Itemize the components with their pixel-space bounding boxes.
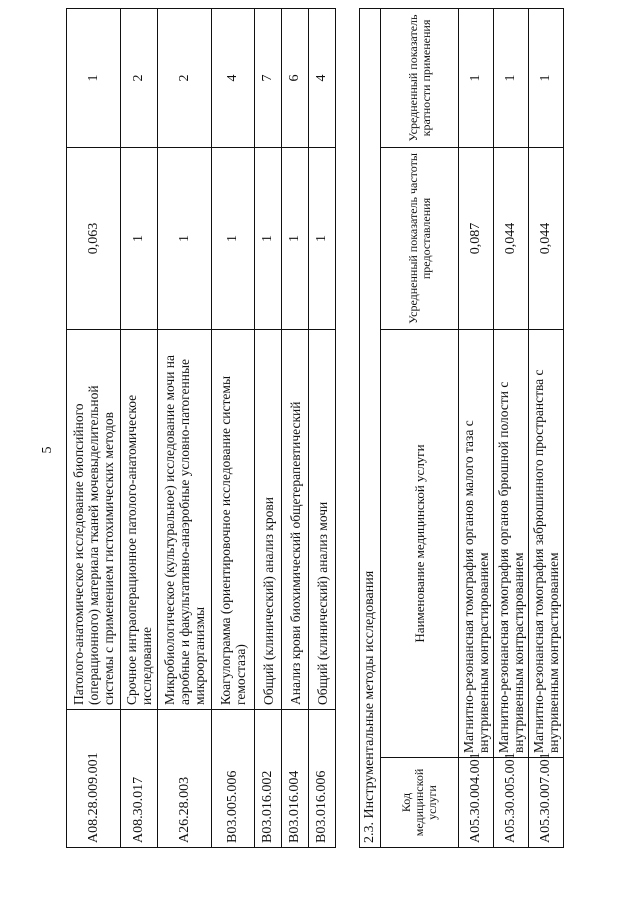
service-code: B03.016.002 bbox=[255, 710, 282, 848]
table-row bbox=[459, 8, 494, 847]
service-name: Магнитно-резонансная томография органов малого таза с внутривенным контрастированием bbox=[459, 330, 494, 758]
service-code: A08.28.009.001 bbox=[67, 710, 121, 848]
table-row bbox=[212, 9, 255, 848]
service-name: Общий (клинический) анализ мочи bbox=[309, 330, 336, 710]
service-name: Коагулограмма (ориентировочное исследование системы гемостаза) bbox=[212, 330, 255, 710]
table-row bbox=[158, 9, 212, 848]
service-name: Микробиологическое (культуральное) исследование мочи на аэробные и факультативно-анаэробные условно-патогенные микроорганизмы bbox=[158, 330, 212, 710]
section-row bbox=[360, 8, 381, 847]
frequency-value: 1 bbox=[255, 148, 282, 330]
services-table-continued bbox=[66, 8, 336, 848]
service-name: Магнитно-резонансная томография органов брюшной полости с внутривенным контрастированием bbox=[494, 330, 529, 758]
service-code: A26.28.003 bbox=[158, 710, 212, 848]
service-name: Магнитно-резонансная томография забрюшинного пространства с внутривенным контрастированием bbox=[529, 330, 564, 758]
service-name: Патолого-анатомическое исследование биопсийного (операционного) материала тканей мочевыделительной системы с применением гистохимических методов bbox=[67, 330, 121, 710]
table-row bbox=[67, 9, 121, 848]
instrumental-methods-table bbox=[359, 8, 564, 848]
frequency-value: 0,044 bbox=[529, 148, 564, 330]
frequency-value: 0,044 bbox=[494, 148, 529, 330]
multiplicity-value: 1 bbox=[494, 8, 529, 147]
frequency-value: 1 bbox=[309, 148, 336, 330]
header-frequency: Усредненный показатель частоты предоставления bbox=[381, 148, 459, 330]
frequency-value: 1 bbox=[158, 148, 212, 330]
header-name: Наименование медицинской услуги bbox=[381, 330, 459, 758]
service-code: B03.016.004 bbox=[282, 710, 309, 848]
service-name: Срочное интраоперационное патолого-анатомическое исследование bbox=[121, 330, 158, 710]
multiplicity-value: 2 bbox=[158, 9, 212, 148]
table-row bbox=[121, 9, 158, 848]
header-multiplicity: Усредненный показатель кратности применения bbox=[381, 8, 459, 147]
frequency-value: 1 bbox=[212, 148, 255, 330]
table-row bbox=[282, 9, 309, 848]
service-code: A05.30.004.001 bbox=[459, 758, 494, 848]
table-row bbox=[529, 8, 564, 847]
multiplicity-value: 2 bbox=[121, 9, 158, 148]
section-title: 2.3. Инструментальные методы исследования bbox=[360, 8, 381, 847]
page-number: 5 bbox=[40, 446, 55, 454]
multiplicity-value: 4 bbox=[309, 9, 336, 148]
service-name: Анализ крови биохимический общетерапевтический bbox=[282, 330, 309, 710]
table-row bbox=[494, 8, 529, 847]
service-code: A08.30.017 bbox=[121, 710, 158, 848]
multiplicity-value: 1 bbox=[459, 8, 494, 147]
table-row bbox=[309, 9, 336, 848]
frequency-value: 0,063 bbox=[67, 148, 121, 330]
service-code: B03.005.006 bbox=[212, 710, 255, 848]
multiplicity-value: 7 bbox=[255, 9, 282, 148]
service-code: B03.016.006 bbox=[309, 710, 336, 848]
frequency-value: 1 bbox=[121, 148, 158, 330]
frequency-value: 1 bbox=[282, 148, 309, 330]
header-row bbox=[381, 8, 459, 847]
multiplicity-value: 4 bbox=[212, 9, 255, 148]
service-code: A05.30.007.001 bbox=[529, 758, 564, 848]
frequency-value: 0,087 bbox=[459, 148, 494, 330]
table-row bbox=[255, 9, 282, 848]
multiplicity-value: 6 bbox=[282, 9, 309, 148]
header-code: Код медицинской услуги bbox=[381, 758, 459, 848]
multiplicity-value: 1 bbox=[67, 9, 121, 148]
service-code: A05.30.005.001 bbox=[494, 758, 529, 848]
service-name: Общий (клинический) анализ крови bbox=[255, 330, 282, 710]
multiplicity-value: 1 bbox=[529, 8, 564, 147]
